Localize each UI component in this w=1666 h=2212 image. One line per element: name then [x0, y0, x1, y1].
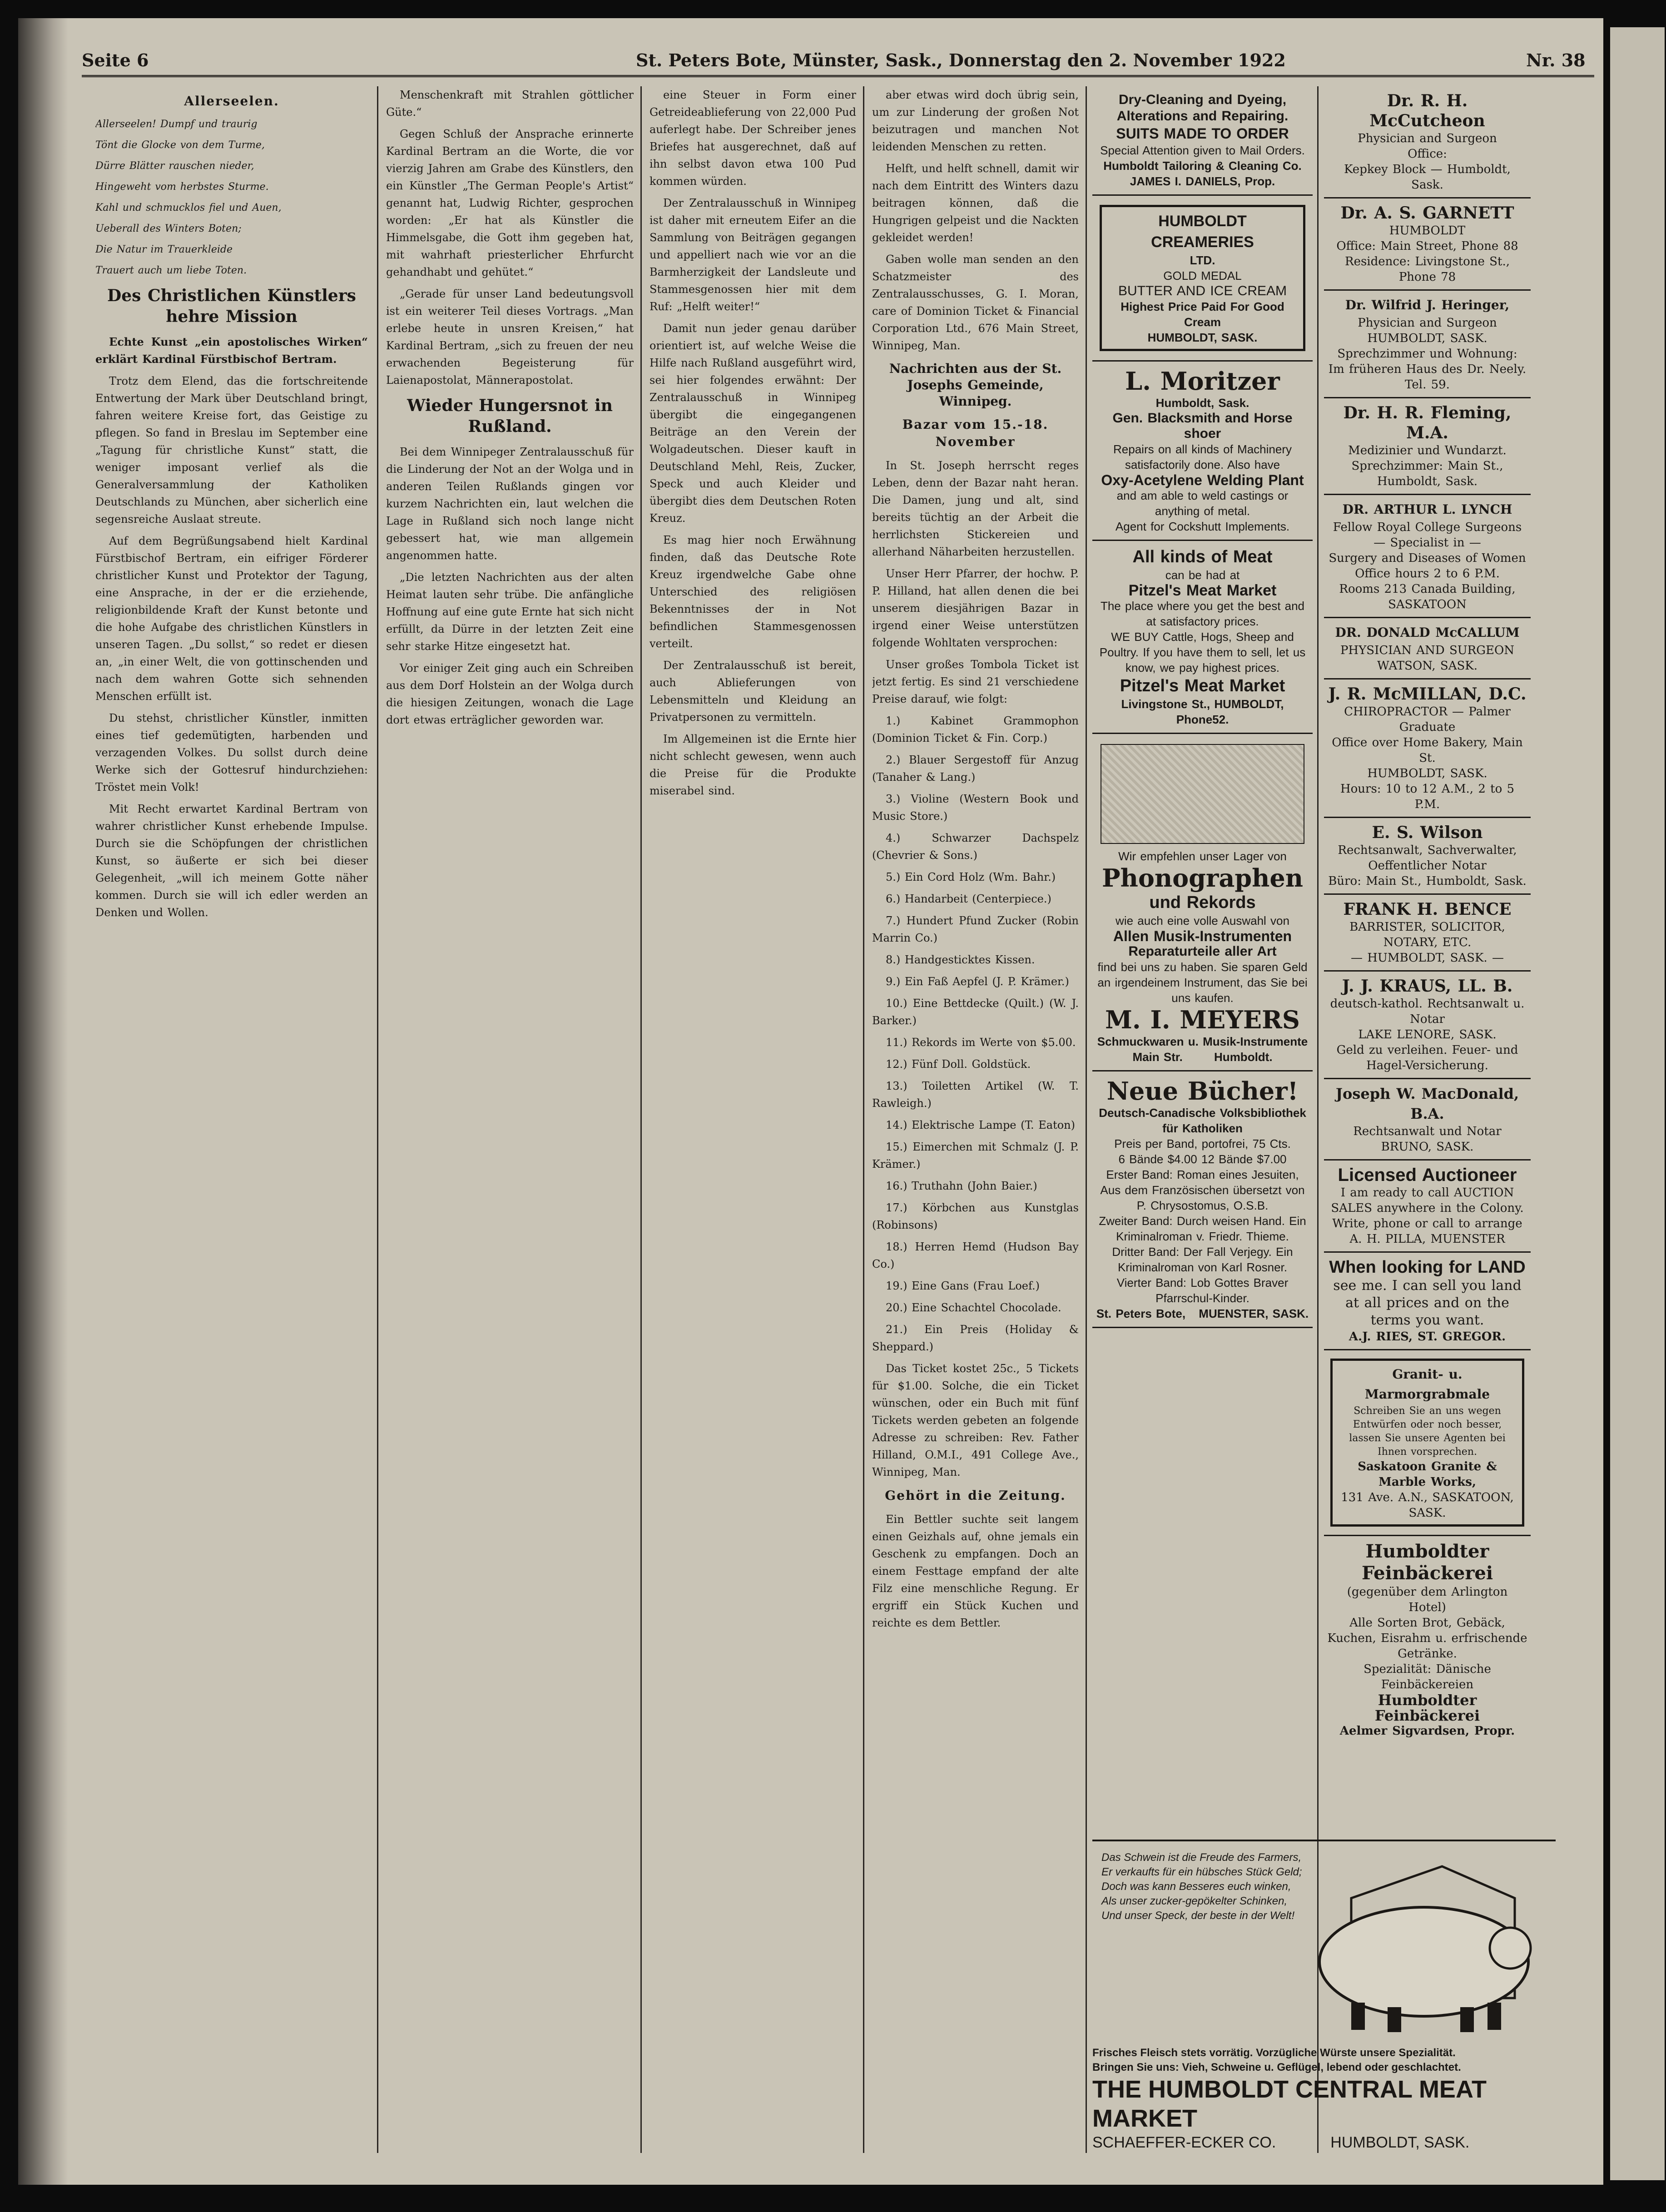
ad-line: Humboldt, Sask.: [1155, 396, 1250, 410]
card-line: Medizinier und Wundarzt.: [1348, 444, 1507, 457]
card-name: J. R. McMILLAN, D.C.: [1328, 684, 1527, 704]
article-paragraph: Mit Recht erwartet Kardinal Bertram von wahrer christlicher Kunst erhebende Impulse. Durch sie die Schöpfungen der christlichen Kunst, so äußerte er sich bei dieser Gelegenheit, „will ich meinem Gotte näher kommen. Durch sie will ich edler werden an Denken und Wollen.: [95, 803, 368, 919]
ad-new-books: [1092, 1071, 1313, 1328]
card-line: Oeffentlicher Notar: [1368, 859, 1487, 873]
ad-moritzer: [1092, 362, 1313, 541]
prize-item: 2.) Blauer Sergestoff für Anzug (Tanaher & Lang.): [872, 754, 1079, 784]
ad-line: Zweiter Band: Durch weisen Hand. Ein Kriminalroman v. Friedr. Thieme.: [1099, 1214, 1306, 1243]
column-rule: [640, 86, 642, 2153]
article-paragraph: Menschenkraft mit Strahlen göttlicher Güte.“: [386, 89, 634, 119]
card-fleming: [1324, 398, 1531, 495]
adjacent-page-edge: [1610, 27, 1665, 2180]
ad-line: Bringen Sie uns: Vieh, Schweine u. Geflügel, lebend oder geschlachtet.: [1092, 2061, 1461, 2073]
ad-line: und Rekords: [1149, 893, 1256, 912]
card-line: Surgery and Diseases of Women: [1329, 551, 1526, 565]
card-mccutcheon: [1324, 86, 1531, 198]
verse-line: Das Schwein ist die Freude des Farmers,: [1101, 1851, 1302, 1864]
card-line: — Specialist in —: [1373, 536, 1481, 550]
card-line: Büro: Main St., Humboldt, Sask.: [1328, 874, 1527, 888]
prize-item: 3.) Violine (Western Book und Music Store.): [872, 793, 1079, 823]
poem-line: Allerseelen! Dumpf und traurig: [95, 119, 258, 130]
card-name: DR. DONALD McCALLUM: [1335, 625, 1520, 640]
card-name: Joseph W. MacDonald, B.A.: [1335, 1085, 1519, 1122]
article-headline: Des Christlichen Künstlers hehre Mission: [107, 286, 356, 326]
article-paragraph: Gegen Schluß der Ansprache erinnerte Kardinal Bertram an die Worte, die vor vierzig Jahren am Grabe des Künstlers, den ein Künstler „The German People's Artist“ genannt hat, Ludwig Richter, gesprochen worden: „Er hat als Künstler die Himmelsgabe, die Gott ihm gegeben hat, mit wahrhaft priesterlicher Ehrfurcht gehandhabt und gehütet.“: [386, 128, 634, 278]
card-line: BRUNO, SASK.: [1381, 1140, 1474, 1154]
ad-line: Humboldt.: [1214, 1050, 1273, 1064]
newspaper-page: [18, 18, 1603, 2185]
ad-line: L. Moritzer: [1125, 367, 1280, 396]
page-label: Seite 6: [82, 50, 149, 70]
ad-line: GOLD MEDAL: [1163, 269, 1242, 283]
card-line: CHIROPRACTOR — Palmer Graduate: [1344, 705, 1511, 734]
ad-line: 6 Bände $4.00 12 Bände $7.00: [1118, 1152, 1287, 1166]
ad-line: Schmuckwaren u. Musik-Instrumente: [1097, 1035, 1308, 1048]
verse-line: Und unser Speck, der beste in der Welt!: [1101, 1909, 1295, 1922]
ad-line: Deutsch-Canadische Volksbibliothek für Katholiken: [1099, 1106, 1306, 1135]
prize-item: 17.) Körbchen aus Kunstglas (Robinsons): [872, 1201, 1079, 1231]
ad-line: Agent for Cockshutt Implements.: [1115, 520, 1290, 533]
card-line: 131 Ave. A.N., SASKATOON, SASK.: [1341, 1491, 1514, 1520]
card-line: Spezialität: Dänische Feinbäckereien: [1364, 1662, 1491, 1691]
card-line: Hours: 10 to 12 A.M., 2 to 5 P.M.: [1340, 782, 1515, 811]
card-line: BARRISTER, SOLICITOR,: [1349, 920, 1505, 934]
article-headline: Wieder Hungersnot in Rußland.: [407, 396, 613, 436]
card-bakery: [1324, 1536, 1531, 1743]
card-line: see me. I can sell you land at all prices and on the terms you want.: [1333, 1278, 1522, 1328]
card-line: HUMBOLDT: [1389, 224, 1466, 238]
card-line: Physician and Surgeon: [1358, 316, 1497, 330]
ad-line: BUTTER AND ICE CREAM: [1118, 283, 1287, 298]
card-line: Kepkey Block — Humboldt, Sask.: [1344, 163, 1511, 192]
ad-line: can be had at: [1165, 568, 1240, 582]
ad-line: LTD.: [1190, 253, 1215, 267]
card-line: deutsch-kathol. Rechtsanwalt u. Notar: [1330, 997, 1525, 1026]
card-line: WATSON, SASK.: [1377, 659, 1478, 673]
article-paragraph: Im Allgemeinen ist die Ernte hier nicht schlecht gewesen, wenn auch die Preise für die Produkte miserabel sind.: [650, 733, 856, 797]
ad-line: Livingstone St., HUMBOLDT, Phone52.: [1121, 697, 1284, 726]
ad-line: HUMBOLDT, SASK.: [1330, 2134, 1470, 2151]
card-line: HUMBOLDT, SASK.: [1367, 332, 1488, 345]
article-paragraph: Gaben wolle man senden an den Schatzmeister des Zentralausschusses, G. I. Moran, care of Dominion Ticket & Financial Corporation Ltd., 676 Main Street, Winnipeg, Man.: [872, 253, 1079, 352]
ad-line: WE BUY Cattle, Hogs, Sheep and Poultry. If you have them to sell, let us know, we pay highest prices.: [1099, 630, 1306, 675]
ad-line: find bei uns zu haben. Sie sparen Geld an irgendeinem Instrument, das Sie bei uns kaufen.: [1097, 960, 1308, 1005]
column-rule: [863, 86, 864, 2153]
card-line: LAKE LENORE, SASK.: [1358, 1028, 1497, 1042]
card-line: HUMBOLDT, SASK.: [1367, 767, 1488, 780]
card-garnett: [1324, 198, 1531, 291]
card-name: Licensed Auctioneer: [1338, 1165, 1517, 1185]
article-paragraph: aber etwas wird doch übrig sein, um zur Linderung der großen Not beizutragen und manchen Not leidenden Menschen zu retten.: [872, 89, 1079, 153]
card-line: Schreiben Sie an uns wegen Entwürfen oder noch besser, lassen Sie unsere Agenten bei Ihnen vorsprechen.: [1349, 1405, 1506, 1458]
column-rule: [1086, 86, 1087, 2153]
card-line: (gegenüber dem Arlington Hotel): [1347, 1585, 1508, 1614]
article-paragraph: Du stehst, christlicher Künstler, inmitten eines tief gedemütigten, harbenden und verzagenden Volkes. Du sollst durch deine Werke sich der Gottesruf hindurchziehen: Tröstet mein Volk!: [95, 712, 368, 794]
card-line: Sprechzimmer und Wohnung:: [1337, 347, 1517, 361]
card-mcmillan: [1324, 679, 1531, 818]
poem-line: Die Natur im Trauerkleide: [95, 244, 233, 255]
card-line: Humboldter Feinbäckerei: [1374, 1691, 1480, 1724]
article-paragraph: eine Steuer in Form einer Getreideablieferung von 22,000 Pud auferlegt habe. Der Schreiber jenes Briefes hat ausgerechnet, daß auf ihn selbst davon etwa 100 Pud kommen würden.: [650, 89, 856, 188]
card-line: Saskatoon Granite & Marble Works,: [1358, 1460, 1497, 1489]
column-rule: [377, 86, 378, 2153]
column-4: [872, 86, 1079, 2153]
ad-line: Wir empfehlen unser Lager von: [1118, 849, 1287, 863]
ad-line: Preis per Band, portofrei, 75 Cts.: [1114, 1137, 1291, 1151]
card-line: Rechtsanwalt, Sachverwalter,: [1338, 843, 1517, 857]
card-auctioneer: [1324, 1161, 1531, 1253]
card-line: Office over Home Bakery, Main St.: [1332, 736, 1523, 765]
article-lead: Echte Kunst „ein apostolisches Wirken“ erklärt Kardinal Fürstbischof Bertram.: [95, 335, 368, 366]
ad-line: Vierter Band: Lob Gottes Braver Pfarrschul-Kinder.: [1116, 1276, 1289, 1305]
ad-creameries: [1092, 196, 1313, 362]
card-line: Physician and Surgeon: [1358, 132, 1497, 145]
card-line: A. H. PILLA, MUENSTER: [1349, 1232, 1505, 1246]
ad-line: Allen Musik-Instrumenten: [1113, 928, 1292, 944]
card-line: Rooms 213 Canada Building, SASKATOON: [1339, 582, 1516, 611]
card-line: Office hours 2 to 6 P.M.: [1355, 567, 1500, 580]
card-name: E. S. Wilson: [1372, 823, 1483, 842]
poem-line: Trauert auch um liebe Toten.: [95, 265, 247, 276]
prize-item: 1.) Kabinet Grammophon (Dominion Ticket & Fin. Corp.): [872, 714, 1079, 744]
card-line: Residence: Livingstone St., Phone 78: [1345, 255, 1510, 284]
ad-line: Repairs on all kinds of Machinery satisfactorily done. Also have: [1113, 442, 1292, 471]
ad-line: Main Str.: [1132, 1050, 1183, 1064]
prize-item: 19.) Eine Gans (Frau Loef.): [886, 1280, 1040, 1292]
prize-item: 12.) Fünf Doll. Goldstück.: [886, 1058, 1031, 1071]
card-line: Fellow Royal College Surgeons: [1333, 521, 1522, 534]
ad-line: HUMBOLDT CREAMERIES: [1151, 213, 1254, 251]
prize-item: 18.) Herren Hemd (Hudson Bay Co.): [872, 1240, 1079, 1270]
card-line: Aelmer Sigvardsen, Propr.: [1339, 1724, 1515, 1738]
card-mccallum: [1324, 618, 1531, 679]
card-wilson: [1324, 818, 1531, 895]
card-name: Dr. R. H. McCutcheon: [1369, 91, 1485, 130]
ad-line: HUMBOLDT, SASK.: [1147, 331, 1258, 344]
prize-item: 14.) Elektrische Lampe (T. Eaton): [886, 1119, 1075, 1131]
prize-item: 13.) Toiletten Artikel (W. T. Rawleigh.): [872, 1080, 1079, 1110]
card-kraus: [1324, 972, 1531, 1079]
article-paragraph: Helft, und helft schnell, damit wir nach dem Eintritt des Winters dazu beitragen können, daß die Hungrigen gelpeist und die Nackten gekleidet werden!: [872, 162, 1079, 244]
ad-line: Reparaturteile aller Art: [1128, 944, 1277, 959]
issue-number: Nr. 38: [1526, 50, 1586, 70]
ad-line: THE HUMBOLDT CENTRAL MEAT MARKET: [1092, 2076, 1487, 2132]
ad-line: Pitzel's Meat Market: [1128, 582, 1277, 599]
card-line: Write, phone or call to arrange: [1332, 1217, 1522, 1230]
ad-line: SUITS MADE TO ORDER: [1116, 125, 1289, 142]
article-paragraph: Damit nun jeder genau darüber orientiert ist, auf welche Weise die Hilfe nach Rußland ausgeführt wird, sei hier folgendes erwähnt: Der Zentralausschuß in Winnipeg übergibt die eingegangenen Beiträge an den Verein der Wolgadeutschen. Dieser kauft in Deutschland Mehl, Reis, Zucker, Speck und auch Kleider und übergibt dies dem Deutschen Roten Kreuz.: [650, 322, 856, 525]
ad-line: SCHAEFFER-ECKER CO.: [1092, 2134, 1276, 2151]
card-line: Im früheren Haus des Dr. Neely. Tel. 59.: [1328, 362, 1527, 392]
card-line: PHYSICIAN AND SURGEON: [1340, 644, 1515, 657]
masthead-title: St. Peters Bote, Münster, Sask., Donnerstag den 2. November 1922: [636, 50, 1286, 70]
poem-line: Tönt die Glocke von dem Turme,: [95, 139, 265, 151]
ad-dry-cleaning: [1092, 86, 1313, 196]
prize-item: 21.) Ein Preis (Holiday & Sheppard.): [872, 1323, 1079, 1353]
column-1: [95, 86, 368, 2153]
card-name: When looking for LAND: [1329, 1258, 1526, 1277]
article-paragraph: Es mag hier noch Erwähnung finden, daß das Deutsche Rote Kreuz irgendwelche Gabe ohne Unterschied des religiösen Bekenntnisses der in Not befindlichen Stammesgenossen verteilt.: [650, 534, 856, 650]
card-line: Geld zu verleihen. Feuer- und Hagel-Versicherung.: [1336, 1043, 1518, 1072]
prize-list: [872, 712, 1079, 1355]
ad-line: JAMES I. DANIELS, Prop.: [1130, 174, 1275, 188]
ad-line: Phonographen: [1102, 863, 1303, 893]
card-name: Dr. A. S. GARNETT: [1340, 203, 1514, 223]
ad-line: M. I. MEYERS: [1105, 1005, 1300, 1034]
card-name: FRANK H. BENCE: [1343, 900, 1512, 919]
card-bence: [1324, 895, 1531, 972]
article-paragraph: „Gerade für unser Land bedeutungsvoll ist ein weiterer Teil dieses Vortrags. „Man erlebe heute in unsren Kreisen,“ hat Kardinal Bertram, „sich zu freuen der neu erwachenden Begeisterung für Laienapostolat, Männerapostolat.: [386, 288, 634, 387]
article-paragraph: Auf dem Begrüßungsabend hielt Kardinal Fürstbischof Bertram, ein eifriger Förderer christlicher Kunst und Protektor der Tagung, eine Ansprache, in der er die erziehende, religionbildende Kraft der Kunst betonte und die hohe Aufgabe des christlichen Künstlers in unseren Tagen. „Du sollst,“ so redet er diesen an, „in einer Welt, die von gottinschenden und nach dem wahren Gotte sich sehnenden Menschen erfüllt ist.: [95, 535, 368, 703]
ad-line: Dritter Band: Der Fall Verjegy. Ein Kriminalroman von Karl Rosner.: [1112, 1245, 1293, 1274]
card-name: Dr. H. R. Fleming, M.A.: [1343, 403, 1512, 442]
prize-item: 20.) Eine Schachtel Chocolade.: [886, 1301, 1061, 1314]
card-line: — HUMBOLDT, SASK. —: [1351, 951, 1504, 965]
prize-item: 7.) Hundert Pfund Zucker (Robin Marrin Co.): [872, 914, 1079, 944]
verse-line: Er verkaufts für ein hübsches Stück Geld;: [1101, 1866, 1302, 1878]
article-headline: Nachrichten aus der St. Josephs Gemeinde, Winnipeg.: [889, 361, 1062, 409]
phonograph-illustration: [1101, 744, 1304, 844]
pig-verse: [1101, 1850, 1315, 1923]
prize-item: 4.) Schwarzer Dachspelz (Chevrier & Sons.): [872, 832, 1079, 862]
ad-frame: [1100, 205, 1305, 351]
column-3: [650, 86, 856, 2153]
card-land: [1324, 1253, 1531, 1350]
ad-line: Neue Bücher!: [1106, 1076, 1299, 1106]
prize-item: 9.) Ein Faß Aepfel (J. P. Krämer.): [886, 975, 1069, 988]
prize-item: 16.) Truthahn (John Baier.): [886, 1180, 1037, 1192]
article-paragraph: In St. Joseph herrscht reges Leben, denn der Bazar naht heran. Die Damen, jung und alt, sind bereits tüchtig an der Arbeit die herrlichsten Stickereien und allerhand Näharbeiten herzustellen.: [872, 459, 1079, 558]
ad-line: Erster Band: Roman eines Jesuiten, Aus dem Französischen übersetzt von P. Chrysostomus, O.S.B.: [1100, 1168, 1305, 1212]
article-subhead: Bazar vom 15.-18. November: [902, 417, 1049, 449]
ad-line: The place where you get the best and at satisfactory prices.: [1100, 599, 1305, 628]
card-line: Rechtsanwalt und Notar: [1353, 1125, 1502, 1138]
ad-line: St. Peters Bote,: [1096, 1307, 1186, 1320]
pig-illustration: [1097, 1846, 1551, 2041]
prize-item: 15.) Eimerchen mit Schmalz (J. P. Krämer.): [872, 1141, 1079, 1170]
card-line: NOTARY, ETC.: [1383, 936, 1472, 949]
article-paragraph: Das Ticket kostet 25c., 5 Tickets für $1.00. Solche, die ein Ticket wünschen, oder ein Buch mit fünf Tickets werden gebeten an folgende Adresse zu schreiben: Rev. Father Hilland, O.M.I., 491 College Ave., Winnipeg, Man.: [872, 1362, 1079, 1478]
ad-line: Humboldt Tailoring & Cleaning Co.: [1103, 159, 1302, 173]
ad-line: MUENSTER, SASK.: [1199, 1307, 1309, 1320]
article-paragraph: Unser großes Tombola Ticket ist jetzt fertig. Es sind 21 verschiedene Preise darauf, wie folgt:: [872, 658, 1079, 705]
poem-line: Kahl und schmucklos fiel und Auen,: [95, 202, 282, 213]
ad-line: Oxy-Acetylene Welding Plant: [1101, 472, 1304, 488]
ad-line: Alterations and Repairing.: [1116, 109, 1289, 124]
ad-line: Dry-Cleaning and Dyeing,: [1118, 92, 1287, 107]
card-line: I am ready to call AUCTION SALES anywhere in the Colony.: [1331, 1186, 1524, 1215]
poem-line: Dürre Blätter rauschen nieder,: [95, 160, 254, 172]
page-header: [82, 41, 1594, 77]
prize-item: 8.) Handgesticktes Kissen.: [886, 953, 1035, 966]
article-paragraph: „Die letzten Nachrichten aus der alten Heimat lauten sehr trübe. Die anfängliche Hoffnung auf eine gute Ernte hat sich nicht erfüllt, da Dürre in der letzten Zeit eine sehr starke Hitze eingesetzt hat.: [386, 571, 634, 653]
card-line: Office:: [1408, 147, 1447, 161]
card-line: Sprechzimmer: Main St., Humboldt, Sask.: [1351, 459, 1503, 488]
card-lynch: [1324, 495, 1531, 618]
ad-meyers-phonographs: [1092, 734, 1313, 1071]
ad-line: Frisches Fleisch stets vorrätig. Vorzügliche Würste unsere Spezialität.: [1092, 2047, 1456, 2059]
card-name: J. J. KRAUS, LL. B.: [1342, 977, 1513, 996]
ad-line: wie auch eine volle Auswahl von: [1116, 914, 1289, 927]
ad-line: Special Attention given to Mail Orders.: [1100, 144, 1305, 157]
article-paragraph: Unser Herr Pfarrer, der hochw. P. P. Hilland, hat allen denen die bei unserem diesjährigen Bazar in irgend einer Weise unterstützen folgende Wohltaten versprochen:: [872, 567, 1079, 649]
verse-line: Als unser zucker-gepökelter Schinken,: [1101, 1895, 1288, 1907]
ad-line: Highest Price Paid For Good Cream: [1121, 300, 1284, 329]
ad-frame: [1330, 1359, 1524, 1527]
card-name: DR. ARTHUR L. LYNCH: [1342, 502, 1512, 517]
card-line: Alle Sorten Brot, Gebäck, Kuchen, Eisrahm u. erfrischende Getränke.: [1327, 1616, 1527, 1661]
poem-line: Hingeweht vom herbstes Sturme.: [95, 181, 269, 193]
poem-title: Allerseelen.: [184, 94, 279, 109]
article-paragraph: Bei dem Winnipeger Zentralausschuß für die Linderung der Not an der Wolga und in anderen Teilen Rußlands gingen vor kurzem Nachrichten ein, laut welchen die Lage in Rußland sich noch lange nicht gebessert hat, wie man allgemein angenommen hatte.: [386, 446, 634, 562]
ad-line: Pitzel's Meat Market: [1120, 676, 1285, 695]
prize-item: 11.) Rekords im Werte von $5.00.: [886, 1036, 1076, 1049]
article-paragraph: Der Zentralausschuß ist bereit, auch Ablieferungen von Lebensmitteln und Kleidung an Privatpersonen zu vermitteln.: [650, 659, 856, 724]
card-heringer: [1324, 291, 1531, 398]
ad-line: Gen. Blacksmith and Horse shoer: [1112, 411, 1293, 441]
ad-pitzel-meat: [1092, 541, 1313, 734]
prize-item: 6.) Handarbeit (Centerpiece.): [886, 893, 1051, 905]
verse-line: Doch was kann Besseres euch winken,: [1101, 1880, 1291, 1893]
column-2: [386, 86, 634, 2153]
ad-line: All kinds of Meat: [1132, 547, 1273, 566]
prize-item: 5.) Ein Cord Holz (Wm. Bahr.): [886, 871, 1056, 883]
article-paragraph: Ein Bettler suchte seit langem einen Geizhals auf, ohne jemals ein Geschenk zu empfangen. Doch an einem Festtage empfand der alte Filz eine menschliche Regung. Er ergriff ein Stück Kuchen und reichte es dem Bettler.: [872, 1513, 1079, 1629]
article-headline: Gehört in die Zeitung.: [885, 1488, 1066, 1503]
card-line: Office: Main Street, Phone 88: [1336, 239, 1518, 253]
card-macdonald: [1324, 1079, 1531, 1161]
card-name: Granit- u. Marmorgrabmale: [1364, 1367, 1490, 1402]
article-paragraph: Trotz dem Elend, das die fortschreitende Entwertung der Mark über Deutschland bringt, fahren weitere Kreise fort, das Geistige zu pflegen. So fand in Breslau im September eine „Tagung für christliche Kunst“ statt, die weniger imposant verlief als die Generalversammlung der Katholiken Deutschlands zu München, aber sicherlich eine segensreiche Auslaat streute.: [95, 375, 368, 526]
ad-central-meat-market: [1092, 1840, 1556, 2167]
ad-line: and am able to weld castings or anything of metal.: [1116, 489, 1289, 518]
prize-item: 10.) Eine Bettdecke (Quilt.) (W. J. Barker.): [872, 997, 1079, 1027]
card-name: Humboldter Feinbäckerei: [1361, 1541, 1493, 1584]
article-paragraph: Vor einiger Zeit ging auch ein Schreiben aus dem Dorf Holstein an der Wolga durch die hiesigen Zeitungen, wonach die Lage dort etwas erträglicher geworden war.: [386, 662, 634, 726]
card-line: A.J. RIES, ST. GREGOR.: [1349, 1330, 1506, 1344]
card-granite: [1324, 1350, 1531, 1536]
article-paragraph: Der Zentralausschuß in Winnipeg ist daher mit erneutem Eifer an die Sammlung von Beiträgen gegangen und appelliert nach wie vor an die Barmherzigkeit der Landsleute und Stammesgenossen hier mit dem Ruf: „Helft weiter!“: [650, 197, 856, 313]
card-name: Dr. Wilfrid J. Heringer,: [1345, 298, 1510, 312]
poem-line: Ueberall des Winters Boten;: [95, 223, 242, 234]
